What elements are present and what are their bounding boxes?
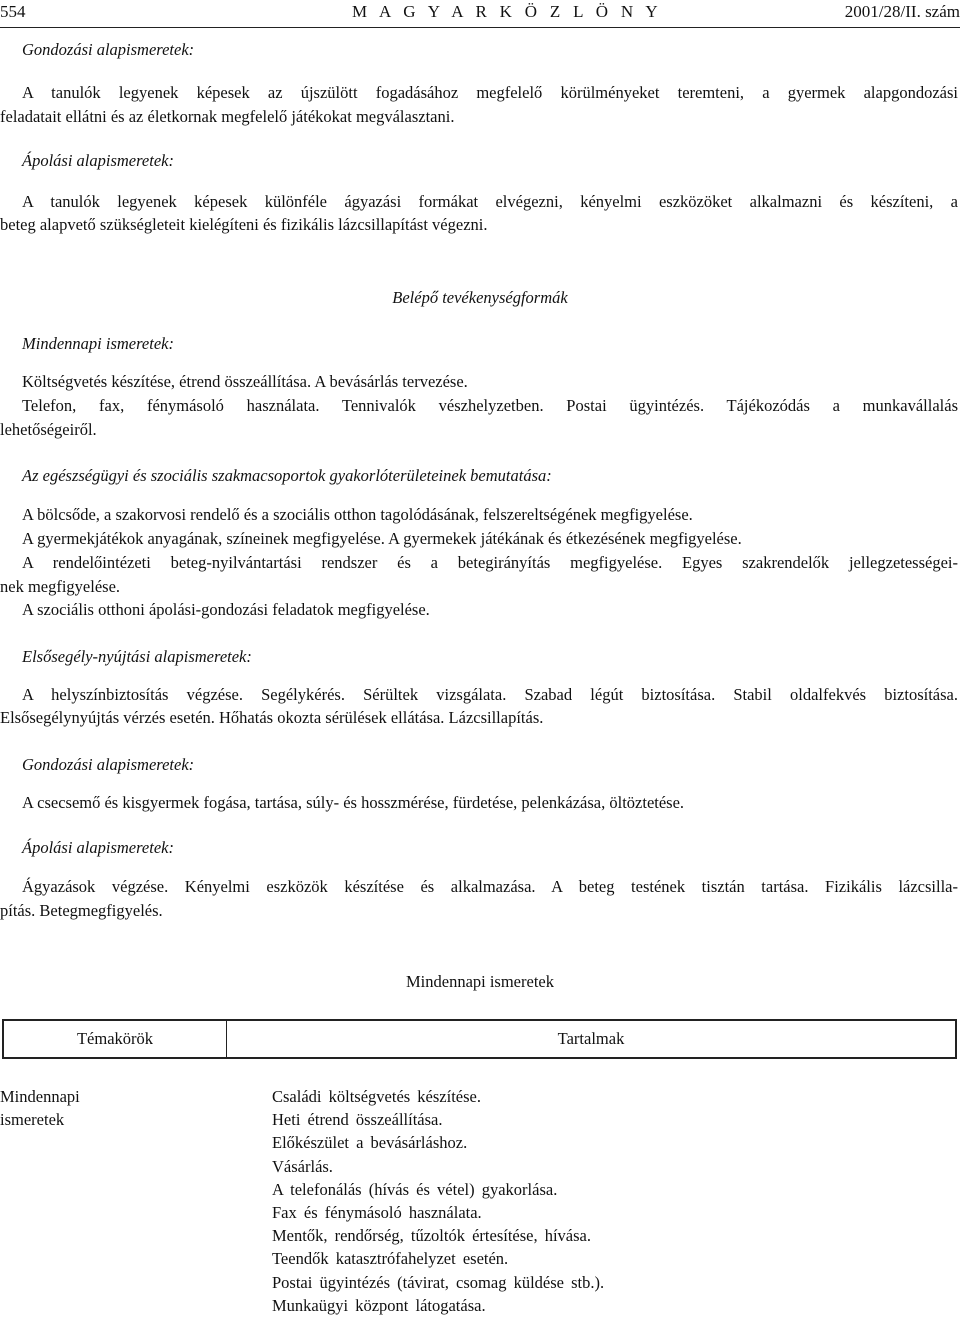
paragraph-line: A szociális otthoni ápolási-gondozási feladatok megfigyelése.	[22, 600, 430, 619]
paragraph-apolasi-1	[0, 192, 958, 212]
paragraph-line: A bölcsőde, a szakorvosi rendelő és a szociális otthon tagolódásának, felszereltségének megfigyelése.	[22, 505, 693, 524]
paragraph-apolasi-2	[0, 877, 958, 897]
subsection-title-belepo: Belépő tevékenységformák	[392, 288, 568, 307]
list-item: Fax és fénymásoló használata.	[272, 1203, 482, 1223]
paragraph-line: A rendelőintézeti beteg-nyilvántartási rendszer és a betegirányítás megfigyelése. Egyes szakrendelők jellegzetességei-	[22, 553, 958, 572]
table-row-label	[0, 1085, 80, 1131]
paragraph-mindennapi	[0, 396, 958, 416]
column-header-temakorok: Témakörök	[3, 1020, 227, 1058]
paragraph-line: Ágyazások végzése. Kényelmi eszközök készítése és alkalmazása. A beteg testének tisztán tartása. Fizikális lázcsilla-	[22, 877, 958, 896]
section-heading-apolasi-1: Ápolási alapismeretek:	[22, 151, 174, 170]
paragraph-line: feladatait ellátni és az életkornak megfelelő játékokat megválasztani.	[0, 107, 455, 126]
journal-title: M A G Y A R K Ö Z L Ö N Y	[352, 2, 662, 21]
list-item: Munkaügyi központ látogatása.	[272, 1295, 486, 1315]
paragraph-line: pítás. Betegmegfigyelés.	[0, 901, 163, 920]
list-item: A telefonálás (hívás és vétel) gyakorlása.	[272, 1179, 558, 1199]
issue-number: 2001/28/II. szám	[844, 2, 960, 21]
list-item: Heti étrend összeállítása.	[272, 1110, 443, 1130]
topics-table-header	[2, 1019, 957, 1059]
paragraph-line: beteg alapvető szükségleteit kielégíteni és fizikális lázcsillapítást végezni.	[0, 215, 488, 234]
paragraph-line: Költségvetés készítése, étrend összeállítása. A bevásárlás tervezése.	[22, 372, 468, 391]
table-row-contents	[272, 1085, 604, 1317]
section-heading-elsosegely: Elsősegély-nyújtási alapismeretek:	[22, 647, 252, 666]
column-header-tartalmak: Tartalmak	[557, 1029, 625, 1048]
section-heading-gondozasi-1: Gondozási alapismeretek:	[22, 40, 195, 59]
paragraph-line: nek megfigyelése.	[0, 577, 121, 596]
section-heading-gondozasi-2: Gondozási alapismeretek:	[22, 755, 195, 774]
paragraph-bemutatas	[0, 553, 958, 573]
section-heading-bemutatas: Az egészségügyi és szociális szakmacsoportok gyakorlóterületeinek bemutatása:	[22, 466, 552, 485]
list-item: Vásárlás.	[272, 1156, 333, 1176]
section-heading-apolasi-2: Ápolási alapismeretek:	[22, 838, 174, 857]
paragraph-line: lehetőségeiről.	[0, 420, 97, 439]
subsection-title-mindennapi: Mindennapi ismeretek	[405, 972, 554, 991]
running-header	[0, 2, 960, 26]
paragraph-line: A helyszínbiztosítás végzése. Segélykérés. Sérültek vizsgálata. Szabad légút biztosítása. Stabil oldalfekvés biztosítása.	[22, 685, 958, 704]
paragraph-elsosegely	[0, 685, 958, 705]
paragraph-line: Elsősegélynyújtás vérzés esetén. Hőhatás okozta sérülések ellátása. Lázcsillapítás.	[0, 708, 544, 727]
paragraph-line: A gyermekjátékok anyagának, színeinek megfigyelése. A gyermekek játékának és étkezésének megfigyelése.	[22, 529, 742, 548]
header-rule	[0, 27, 960, 28]
row-label-line: ismeretek	[0, 1110, 65, 1130]
paragraph-gondozasi-1	[0, 83, 958, 103]
row-label-line: Mindennapi	[0, 1087, 80, 1106]
section-heading-mindennapi: Mindennapi ismeretek:	[22, 334, 174, 353]
list-item: Családi költségvetés készítése.	[272, 1087, 481, 1106]
list-item: Előkészület a bevásárláshoz.	[272, 1133, 468, 1153]
table-header-row	[3, 1020, 956, 1058]
list-item: Teendők katasztrófahelyzet esetén.	[272, 1249, 509, 1269]
paragraph-line: A tanulók legyenek képesek különféle ágyazási formákat elvégezni, kényelmi eszközöket alkalmazni és készíteni, a	[22, 192, 958, 211]
page-number: 554	[0, 2, 26, 21]
paragraph-line: A tanulók legyenek képesek az újszülött fogadásához megfelelő körülményeket teremteni, a gyermek alapgondozási	[22, 83, 958, 102]
list-item: Mentők, rendőrség, tűzoltók értesítése, hívása.	[272, 1226, 591, 1246]
paragraph-line: Telefon, fax, fénymásoló használata. Tennivalók vészhelyzetben. Postai ügyintézés. Tájékozódás a munkavállalás	[22, 396, 958, 415]
paragraph-line: A csecsemő és kisgyermek fogása, tartása, súly- és hosszmérése, fürdetése, pelenkázása, öltöztetése.	[22, 793, 685, 812]
list-item: Postai ügyintézés (távirat, csomag küldése stb.).	[272, 1272, 605, 1292]
